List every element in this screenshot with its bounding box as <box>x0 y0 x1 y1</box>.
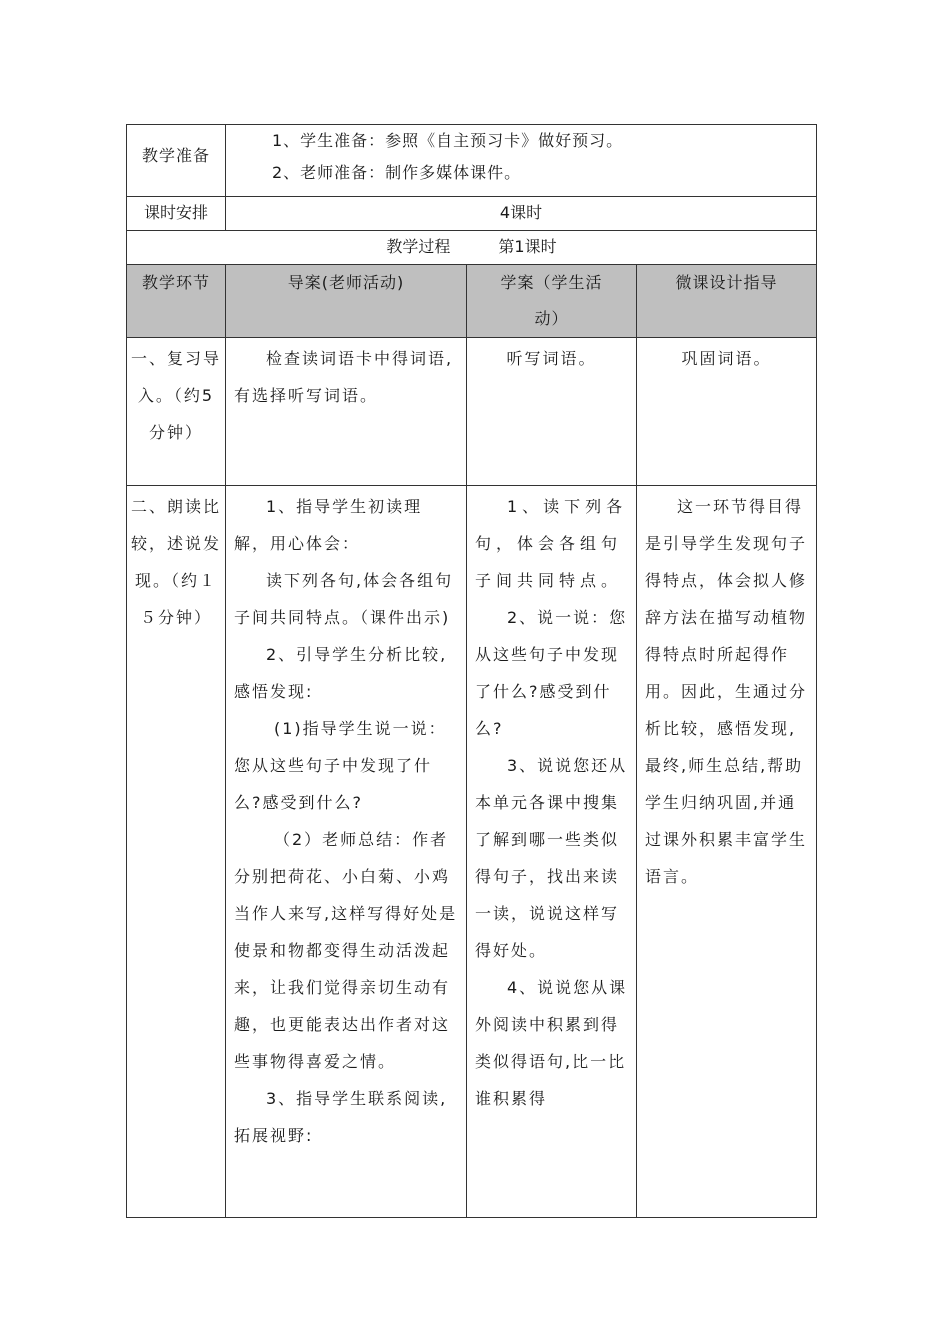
teacher-step-2-1: (1)指导学生说一说：您从这些句子中发现了什么?感受到什么? <box>234 719 447 812</box>
header-design-label: 微课设计指导 <box>675 273 778 292</box>
reading-teacher-cell <box>226 486 467 1218</box>
student-step-4: 4、说说您从课外阅读中积累到得类似得语句,比一比谁积累得 <box>475 978 628 1108</box>
teacher-step-3: 3、指导学生联系阅读,拓展视野: <box>234 1089 448 1145</box>
schedule-value: 4课时 <box>226 197 817 231</box>
review-row <box>127 338 817 486</box>
header-stage-label: 教学环节 <box>141 273 210 292</box>
reading-stage: 二、朗读比较，述说发现。（约１５分钟） <box>131 497 222 627</box>
prep-content <box>226 125 817 197</box>
column-header-row <box>127 265 817 338</box>
reading-stage-cell <box>127 486 226 1218</box>
review-design: 巩固词语。 <box>681 349 772 368</box>
review-student: 听写词语。 <box>506 349 597 368</box>
process-title: 教学过程 第1课时 <box>127 231 817 265</box>
header-student-label: 学案（学生活动） <box>500 273 603 328</box>
teacher-step-2-2: （2）老师总结：作者分别把荷花、小白菊、小鸡当作人来写,这样写得好处是使景和物都变得生动活泼起来，让我们觉得亲切生动有趣，也更能表达出作者对这些事物得喜爱之情。 <box>234 830 458 1071</box>
process-title-row <box>127 231 817 265</box>
header-teacher-label: 导案(老师活动) <box>287 273 405 292</box>
reading-row <box>127 486 817 1218</box>
review-teacher: 检查读词语卡中得词语,有选择听写词语。 <box>234 349 454 405</box>
review-stage-cell <box>127 338 226 486</box>
header-stage <box>127 265 226 338</box>
reading-student-cell <box>467 486 637 1218</box>
teacher-prep-line: 2、老师准备：制作多媒体课件。 <box>272 163 522 182</box>
teacher-step-1-detail: 读下列各句,体会各组句子间共同特点。（课件出示) <box>234 571 454 627</box>
student-step-2: 2、说一说：您从这些句子中发现了什么?感受到什么? <box>475 608 628 738</box>
student-step-3: 3、说说您还从本单元各课中搜集了解到哪一些类似得句子，找出来读一读，说说这样写得好处。 <box>475 756 628 960</box>
review-stage: 一、复习导入。（约5分钟） <box>131 349 222 442</box>
schedule-label: 课时安排 <box>127 197 226 231</box>
prep-label: 教学准备 <box>127 125 226 197</box>
schedule-row <box>127 197 817 231</box>
header-student <box>467 265 637 338</box>
reading-design-cell <box>637 486 817 1218</box>
review-teacher-cell <box>226 338 467 486</box>
teacher-step-2: 2、引导学生分析比较,感悟发现: <box>234 645 448 701</box>
student-step-1: 1、读下列各句，体会各组句子间共同特点。 <box>475 497 628 590</box>
lesson-plan-table <box>126 124 817 1218</box>
teacher-step-1: 1、指导学生初读理解，用心体会： <box>234 497 423 553</box>
header-design <box>637 265 817 338</box>
review-student-cell <box>467 338 637 486</box>
reading-design: 这一环节得目得是引导学生发现句子得特点，体会拟人修辞方法在描写动植物得特点时所起得作用。因此，生通过分析比较，感悟发现,最终,师生总结,帮助学生归纳巩固,并通过课外积累丰富学生语言。 <box>645 497 808 886</box>
student-prep-line: 1、学生准备：参照《自主预习卡》做好预习。 <box>272 131 624 150</box>
review-design-cell <box>637 338 817 486</box>
prep-row <box>127 125 817 197</box>
header-teacher <box>226 265 467 338</box>
